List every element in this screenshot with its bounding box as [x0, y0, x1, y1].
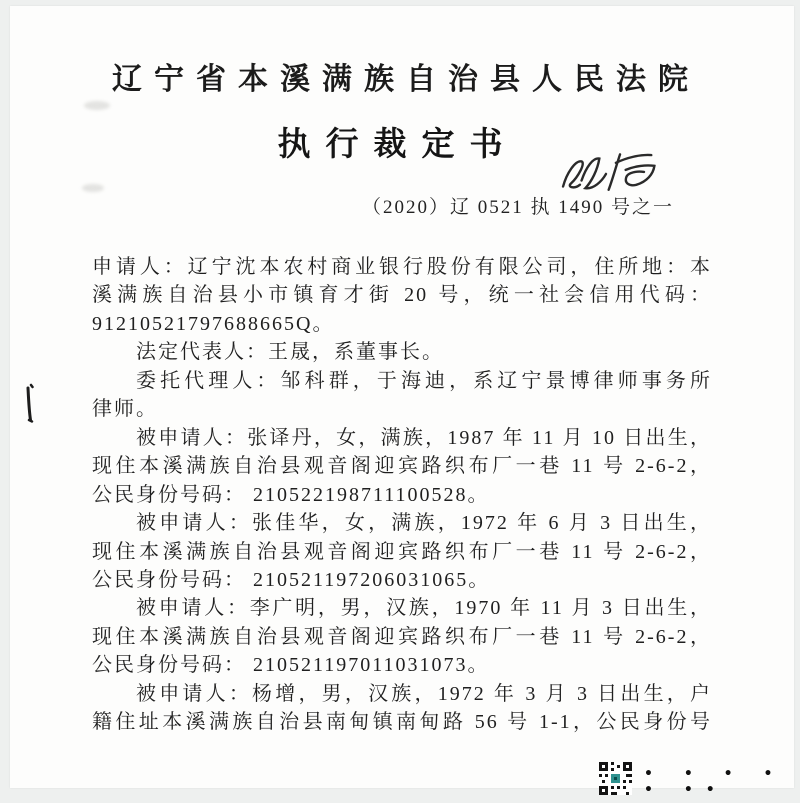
document-body: [92, 253, 712, 737]
document-line: 公民身份号码： 210521197206031065。: [92, 568, 491, 591]
document-line: 法定代表人：王晟，系董事长。: [136, 341, 444, 364]
document-line: 申请人：辽宁沈本农村商业银行股份有限公司，住所地：本: [92, 256, 712, 278]
document-line: 被申请人：李广明，男，汉族，1970 年 11 月 3 日出生，: [136, 597, 712, 620]
scan-smudge: [84, 101, 110, 110]
document-line: 公民身份号码： 210521197011031073。: [92, 654, 490, 677]
document-line: 籍住址本溪满族自治县南甸镇南甸路 56 号 1-1，公民身份号: [92, 711, 712, 734]
court-name-heading: 辽宁省本溪满族自治县人民法院: [112, 63, 700, 96]
document-line: 被申请人：张佳华，女，满族，1972 年 6 月 3 日出生，: [136, 512, 712, 535]
separator-dots: • • • • • ••: [644, 766, 786, 798]
document-line: 溪满族自治县小市镇育才街 20 号，统一社会信用代码：: [92, 284, 712, 307]
document-line: 委托代理人：邹科群，于海迪，系辽宁景博律师事务所: [136, 369, 712, 392]
document-line: 律师。: [92, 398, 158, 421]
document-line: 现住本溪满族自治县观音阁迎宾路织布厂一巷 11 号 2-6-2，: [92, 540, 712, 563]
document-title: 执行裁定书: [277, 127, 518, 163]
scan-smudge: [82, 184, 104, 192]
document-line: 公民身份号码： 210522198711100528。: [92, 483, 490, 506]
document-line: 被申请人：张译丹，女，满族，1987 年 11 月 10 日出生，: [136, 426, 712, 449]
document-line: 现住本溪满族自治县观音阁迎宾路织布厂一巷 11 号 2-6-2，: [92, 625, 712, 648]
document-line: 91210521797688665Q。: [92, 312, 335, 335]
qr-code-icon: [599, 762, 632, 800]
pen-mark: [22, 380, 38, 433]
case-number: （2020）辽 0521 执 1490 号之一: [361, 197, 674, 218]
document-line: 现住本溪满族自治县观音阁迎宾路织布厂一巷 11 号 2-6-2，: [92, 455, 712, 478]
document-line: 被申请人：杨增，男，汉族，1972 年 3 月 3 日出生，户: [136, 682, 712, 705]
